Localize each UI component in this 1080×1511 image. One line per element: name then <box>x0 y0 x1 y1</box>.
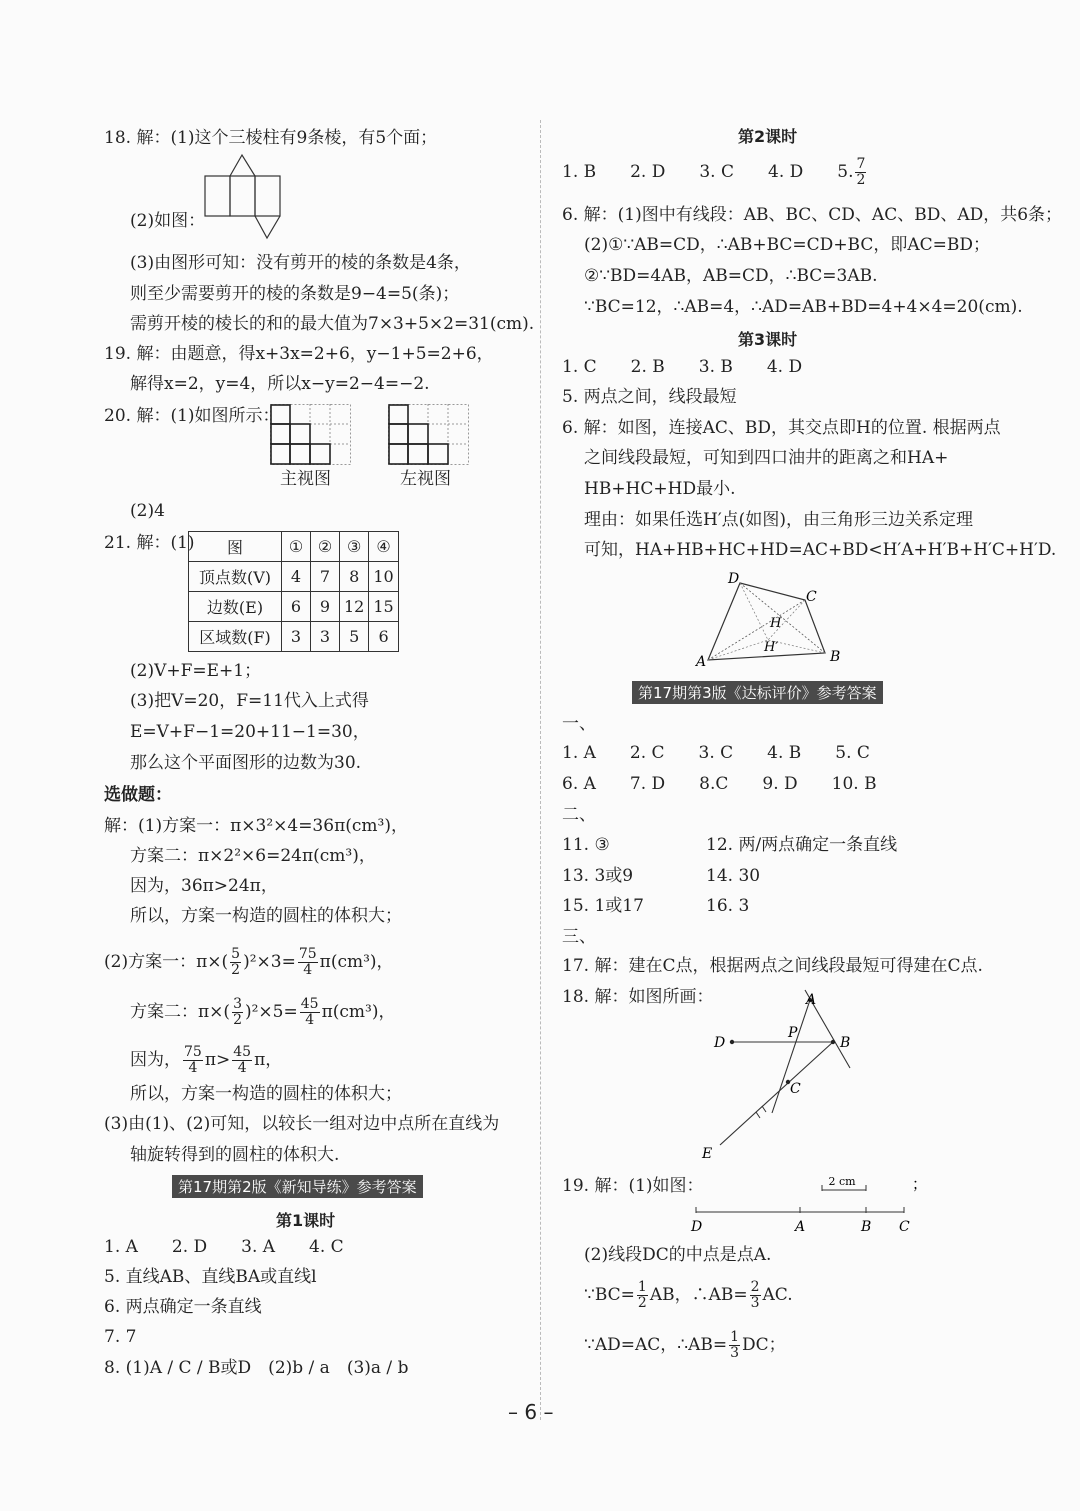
lesson1-line4: 7. 7 <box>104 1327 137 1347</box>
lesson3-line1: 1. C 2. B 3. B 4. D <box>562 357 803 377</box>
optional-title: 选做题： <box>104 785 172 805</box>
lesson2-line3: (2)①∵AB=CD，∴AB+BC=CD+BC，即AC=BD； <box>584 235 991 255</box>
label-C: C <box>790 1081 801 1097</box>
part2-title: 二、 <box>562 805 596 825</box>
opt-l6b: )²×5= <box>244 1002 298 1022</box>
oil-well-quadrilateral-figure <box>690 568 860 673</box>
table-cell: 9 <box>311 592 340 622</box>
lesson3-title: 第3课时 <box>738 330 798 349</box>
q18-line5: 需剪开棱的棱长的和的最大值为7×3+5×2=31(cm). <box>130 314 535 334</box>
fraction <box>855 157 866 188</box>
table-row <box>189 622 399 652</box>
table-cell: 3 <box>282 622 311 652</box>
label-B: B <box>830 649 841 665</box>
lesson3-line5: HB+HC+HD最小. <box>584 479 736 499</box>
q19-semicolon: ； <box>912 1175 928 1193</box>
table-cell: 4 <box>282 562 311 592</box>
numerator: 45 <box>233 1044 252 1060</box>
denominator: 2 <box>856 172 866 188</box>
label-P: P <box>788 1025 798 1041</box>
q19-line2: (2)线段DC的中点是点A. <box>584 1245 772 1265</box>
opt-line3: 因为，36π>24π， <box>130 876 278 896</box>
ans-14: 14. 30 <box>706 866 761 886</box>
lesson1-line3: 6. 两点确定一条直线 <box>104 1297 262 1317</box>
section-banner-issue17-p3: 第17期第3版《达标评价》参考答案 <box>632 681 883 704</box>
table-cell: 5 <box>340 622 369 652</box>
q19-line4 <box>584 1327 786 1363</box>
table-row <box>189 562 399 592</box>
label-A: A <box>795 1219 806 1235</box>
q18-line4: 则至少需要剪开的棱的条数是9−4=5(条)； <box>130 284 460 304</box>
table-header-cell: ④ <box>369 532 398 562</box>
ans-16: 16. 3 <box>706 896 750 916</box>
prism-net-figure <box>200 152 310 242</box>
lesson1-line5: 8. (1)A / C / B或D (2)b / a (3)a / b <box>104 1358 409 1378</box>
opt-line4: 所以，方案一构造的圆柱的体积大； <box>130 906 402 926</box>
fraction <box>637 1280 648 1311</box>
q19-line2: 解得x=2，y=4，所以x−y=2−4=−2. <box>130 374 430 394</box>
opt-line5 <box>104 945 394 979</box>
fraction <box>729 1330 740 1361</box>
part1-line1: 1. A 2. C 3. C 4. B 5. C <box>562 743 870 763</box>
table-cell: 6 <box>369 622 398 652</box>
opt-line6 <box>130 995 395 1029</box>
opt-line2: 方案二：π×2²×6=24π(cm³)， <box>130 846 376 866</box>
numerator: 2 <box>750 1279 760 1295</box>
label-D: D <box>714 1035 726 1051</box>
lesson1-line1: 1. A 2. D 3. A 4. C <box>104 1237 344 1257</box>
q18-line1: 18. 解：(1)这个三棱柱有9条棱，有5个面； <box>104 128 438 148</box>
q21-line3: (3)把V=20，F=11代入上式得 <box>130 691 369 711</box>
fraction <box>298 947 318 978</box>
table-cell: 区域数(F) <box>189 622 282 652</box>
q19-line3 <box>584 1277 793 1313</box>
table-cell: 6 <box>282 592 311 622</box>
q19-line1: 19. 解：由题意，得x+3x=2+6，y−1+5=2+6， <box>104 344 494 364</box>
lesson3-line3: 6. 解：如图，连接AC、BD，其交点即H的位置. 根据两点 <box>562 418 1001 438</box>
denominator: 3 <box>730 1345 740 1361</box>
denominator: 4 <box>188 1060 198 1076</box>
q21-line2: (2)V+F=E+1； <box>130 661 262 681</box>
table-cell: 8 <box>340 562 369 592</box>
label-A: A <box>806 992 817 1008</box>
table-header-cell: ① <box>282 532 311 562</box>
column-divider <box>540 120 541 1420</box>
opt-l5c: π(cm³)， <box>319 952 394 972</box>
opt-l7b: π> <box>204 1050 231 1070</box>
lesson2-line1 <box>562 152 868 192</box>
numerator: 75 <box>298 946 317 962</box>
fraction <box>183 1045 203 1076</box>
ans-13: 13. 3或9 <box>562 866 634 886</box>
part1-line2: 6. A 7. D 8.C 9. D 10. B <box>562 774 877 794</box>
label-E: E <box>702 1146 713 1162</box>
label-A: A <box>696 654 707 670</box>
numerator: 7 <box>856 156 866 172</box>
construction-figure-18 <box>700 985 870 1165</box>
table-cell: 7 <box>311 562 340 592</box>
opt-l5a: (2)方案一：π×( <box>104 952 229 972</box>
label-D: D <box>728 571 740 587</box>
lesson1-line2: 5. 直线AB、直线BA或直线l <box>104 1267 317 1287</box>
q18-line2: (2)如图： <box>130 211 206 231</box>
q19-l4a: ∵AD=AC，∴AB= <box>584 1335 728 1355</box>
opt-line8: 所以，方案一构造的圆柱的体积大； <box>130 1084 402 1104</box>
q21-line1: 21. 解：(1) <box>104 533 195 553</box>
front-view-label: 主视图 <box>280 469 331 489</box>
opt-l6a: 方案二：π×( <box>130 1002 231 1022</box>
label-C: C <box>806 589 817 605</box>
side-view-grid <box>388 404 470 466</box>
denominator: 2 <box>231 962 241 978</box>
numerator: 45 <box>300 996 319 1012</box>
denominator: 4 <box>237 1060 247 1076</box>
q19-l3b: AB，∴AB= <box>649 1285 748 1305</box>
numerator: 5 <box>231 946 241 962</box>
vef-table <box>188 531 399 652</box>
opt-l7c: π， <box>254 1050 283 1070</box>
q18-line3: (3)由图形可知：没有剪开的棱的条数是4条， <box>130 253 471 273</box>
denominator: 2 <box>637 1295 647 1311</box>
front-view-grid <box>270 404 352 466</box>
denominator: 3 <box>750 1295 760 1311</box>
table-header-cell: ② <box>311 532 340 562</box>
fraction <box>300 997 320 1028</box>
q20-line1: 20. 解：(1)如图所示： <box>104 406 280 426</box>
denominator: 4 <box>305 1012 315 1028</box>
lesson2-line2: 6. 解：(1)图中有线段：AB、BC、CD、AC、BD、AD，共6条； <box>562 205 1063 225</box>
opt-l6c: π(cm³)， <box>321 1002 396 1022</box>
denominator: 4 <box>303 962 313 978</box>
q17-answer: 17. 解：建在C点，根据两点之间线段最短可得建在C点. <box>562 956 983 976</box>
lesson3-line4: 之间线段最短，可知到四口油井的距离之和HA+ <box>584 448 949 468</box>
lesson2-l1-text: 1. B 2. D 3. C 4. D 5. <box>562 162 854 182</box>
table-header-row <box>189 532 399 562</box>
label-B: B <box>840 1035 851 1051</box>
ans-15: 15. 1或17 <box>562 896 644 916</box>
table-cell: 10 <box>369 562 398 592</box>
part3-title: 三、 <box>562 927 596 947</box>
part1-title: 一、 <box>562 714 596 734</box>
opt-l5b: )²×3= <box>243 952 296 972</box>
opt-l7a: 因为， <box>130 1050 181 1070</box>
lesson2-line4: ②∵BD=4AB，AB=CD，∴BC=3AB. <box>584 266 878 286</box>
table-cell: 15 <box>369 592 398 622</box>
q19-answer: 19. 解：(1)如图： <box>562 1176 704 1196</box>
denominator: 2 <box>233 1012 242 1028</box>
numerator: 1 <box>730 1329 740 1345</box>
page-number: – 6 – <box>508 1400 554 1424</box>
section-banner-issue17-p2: 第17期第2版《新知导练》参考答案 <box>172 1175 423 1198</box>
q19-l3a: ∵BC= <box>584 1285 635 1305</box>
label-B: B <box>861 1219 872 1235</box>
q19-l4b: DC； <box>742 1335 786 1355</box>
q21-line4: E=V+F−1=20+11−1=30， <box>130 722 370 742</box>
q19-l3c: AC. <box>762 1285 793 1305</box>
numerator: 75 <box>184 1044 202 1060</box>
lesson2-title: 第2课时 <box>738 127 798 146</box>
ans-11: 11. ③ <box>562 835 610 855</box>
label-D: D <box>691 1219 703 1235</box>
label-H-prime: H′ <box>764 640 779 655</box>
segment-figure-19 <box>688 1170 928 1236</box>
table-cell: 3 <box>311 622 340 652</box>
fraction <box>232 1045 252 1076</box>
q18-answer: 18. 解：如图所画： <box>562 987 714 1007</box>
side-view-label: 左视图 <box>400 469 451 489</box>
lesson3-line6: 理由：如果任选H′点(如图)，由三角形三边关系定理 <box>584 510 973 530</box>
opt-line1: 解：(1)方案一：π×3²×4=36π(cm³)， <box>104 816 408 836</box>
label-H: H <box>770 616 782 631</box>
fraction <box>750 1280 761 1311</box>
q20-line2: (2)4 <box>130 501 165 521</box>
fraction <box>232 997 243 1028</box>
numerator: 1 <box>637 1279 647 1295</box>
ans-12: 12. 两/两点确定一条直线 <box>706 835 898 855</box>
table-header-cell: 图 <box>189 532 282 562</box>
table-row <box>189 592 399 622</box>
label-C: C <box>899 1219 910 1235</box>
table-cell: 顶点数(V) <box>189 562 282 592</box>
lesson2-line5: ∵BC=12，∴AB=4，∴AD=AB+BD=4+4×4=20(cm). <box>584 297 1023 317</box>
table-header-cell: ③ <box>340 532 369 562</box>
lesson3-line7: 可知，HA+HB+HC+HD=AC+BD<H′A+H′B+H′C+H′D. <box>584 540 1057 560</box>
opt-line10: 轴旋转得到的圆柱的体积大. <box>130 1145 340 1165</box>
opt-line9: (3)由(1)、(2)可知，以较长一组对边中点所在直线为 <box>104 1114 500 1134</box>
q21-line5: 那么这个平面图形的边数为30. <box>130 753 362 773</box>
scale-label: 2 cm <box>828 1175 856 1188</box>
table-cell: 边数(E) <box>189 592 282 622</box>
fraction <box>230 947 241 978</box>
lesson3-line2: 5. 两点之间，线段最短 <box>562 387 737 407</box>
opt-line7 <box>130 1043 282 1077</box>
lesson1-title: 第1课时 <box>276 1211 336 1230</box>
table-cell: 12 <box>340 592 369 622</box>
numerator: 3 <box>233 996 242 1012</box>
